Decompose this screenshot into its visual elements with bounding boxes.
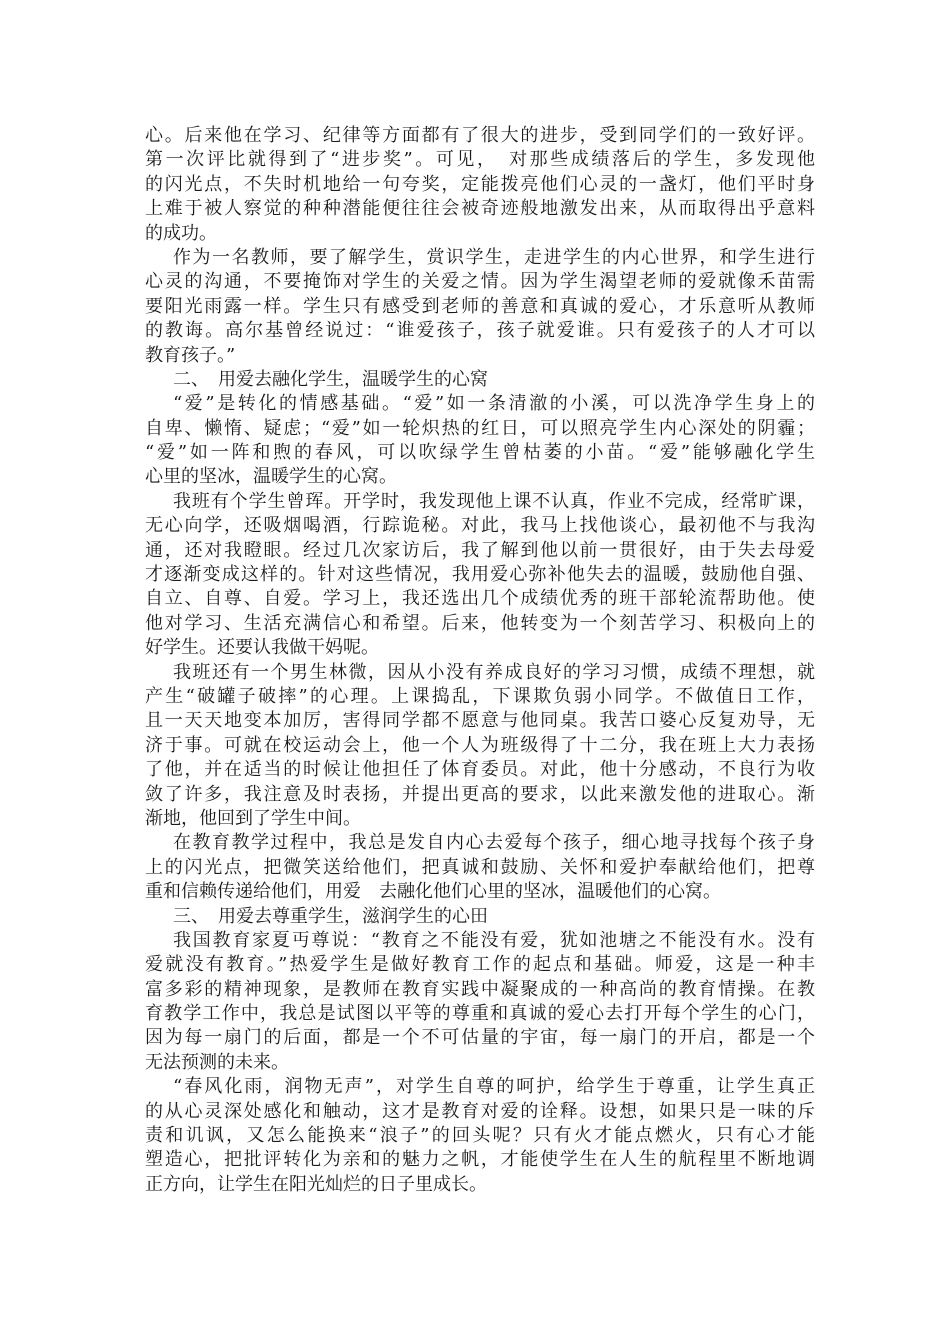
text-line: 教育孩子。” (145, 344, 236, 366)
text-line: 的成功。 (145, 222, 217, 244)
text-line: 渐地，他回到了学生中间。 (145, 807, 361, 829)
text-line: 要阳光雨露一样。学生只有感受到老师的善意和真诚的爱心，才乐意听从教师 (145, 295, 815, 317)
text-line: 正方向，让学生在阳光灿烂的日子里成长。 (145, 1173, 487, 1195)
text-line: 无法预测的未来。 (145, 1051, 289, 1073)
text-line: 三、 用爱去尊重学生，滋润学生的心田 (173, 905, 488, 927)
text-line: 上难于被人察觉的种种潜能便往往会被奇迹般地激发出来，从而取得出乎意料 (145, 198, 815, 220)
text-line: 我班有个学生曾珲。开学时，我发现他上课不认真，作业不完成，经常旷课， (173, 490, 815, 512)
text-line: 自立、自尊、自爱。学习上，我还选出几个成绩优秀的班干部轮流帮助他。使 (145, 588, 815, 610)
text-line: 济于事。可就在校运动会上，他一个人为班级得了十二分，我在班上大力表扬 (145, 734, 815, 756)
text-line: 无心向学，还吸烟喝酒，行踪诡秘。对此，我马上找他谈心，最初他不与我沟 (145, 515, 815, 537)
text-line: 责和讥讽，又怎么能换来“浪子”的回头呢？只有火才能点燃火，只有心才能 (145, 1125, 815, 1147)
text-line: 产生“破罐子破摔”的心理。上课捣乱，下课欺负弱小同学。不做值日工作， (145, 685, 815, 707)
text-line: 我班还有一个男生林微，因从小没有养成良好的学习习惯，成绩不理想，就 (173, 661, 815, 683)
text-line: 作为一名教师，要了解学生，赏识学生，走进学生的内心世界，和学生进行 (173, 246, 815, 268)
text-line: 富多彩的精神现象，是教师在教育实践中凝聚成的一种高尚的教育情操。在教 (145, 978, 815, 1000)
text-line: 二、 用爱去融化学生，温暖学生的心窝 (173, 368, 488, 390)
text-line: 在教育教学过程中，我总是发自内心去爱每个孩子，细心地寻找每个孩子身 (173, 832, 815, 854)
text-line: 且一天天地变本加厉，害得同学都不愿意与他同桌。我苦口婆心反复劝导，无 (145, 710, 815, 732)
text-line: 才逐渐变成这样的。针对这些情况，我用爱心弥补他失去的温暖，鼓励他自强、 (145, 564, 815, 586)
document-body (145, 124, 815, 1197)
text-line: 的教诲。高尔基曾经说过：“谁爱孩子，孩子就爱谁。只有爱孩子的人才可以 (145, 320, 815, 342)
text-line: 心。后来他在学习、纪律等方面都有了很大的进步，受到同学们的一致好评。 (145, 125, 815, 146)
text-line: 通，还对我瞪眼。经过几次家访后，我了解到他以前一贯很好，由于失去母爱 (145, 539, 815, 561)
text-line: 的从心灵深处感化和触动，这才是教育对爱的诠释。设想，如果只是一味的斥 (145, 1100, 815, 1122)
text-line: 了他，并在适当的时候让他担任了体育委员。对此，他十分感动，不良行为收 (145, 759, 815, 781)
text-line: 第一次评比就得到了“进步奖”。可见， 对那些成绩落后的学生，多发现他 (145, 149, 815, 171)
text-line: 重和信赖传递给他们，用爱 去融化他们心里的坚冰，温暖他们的心窝。 (145, 881, 721, 903)
text-line: 因为每一扇门的后面，都是一个不可估量的宇宙，每一扇门的开启，都是一个 (145, 1027, 815, 1049)
text-line: 育教学工作中，我总是试图以平等的尊重和真诚的爱心去打开每个学生的心门， (145, 1003, 815, 1025)
text-line: 塑造心，把批评转化为亲和的魅力之帆，才能使学生在人生的航程里不断地调 (145, 1149, 815, 1171)
text-line: 心灵的沟通，不要掩饰对学生的关爱之情。因为学生渴望老师的爱就像禾苗需 (145, 271, 815, 293)
text-line: “爱”如一阵和煦的春风，可以吹绿学生曾枯萎的小苗。“爱”能够融化学生 (145, 442, 815, 464)
text-line: “春风化雨，润物无声”，对学生自尊的呵护，给学生于尊重，让学生真正 (173, 1076, 815, 1098)
text-line: 好学生。还要认我做干妈呢。 (145, 637, 379, 659)
text-line: 的闪光点，不失时机地给一句夸奖，定能拨亮他们心灵的一盏灯，他们平时身 (145, 173, 815, 195)
text-line: 我国教育家夏丏尊说：“教育之不能没有爱，犹如池塘之不能没有水。没有 (173, 929, 815, 951)
text-line: 敛了许多，我注意及时表扬，并提出更高的要求，以此来激发他的进取心。渐 (145, 783, 815, 805)
text-line: 心里的坚冰，温暖学生的心窝。 (145, 466, 397, 488)
text-line: 上的闪光点，把微笑送给他们，把真诚和鼓励、关怀和爱护奉献给他们，把尊 (145, 856, 815, 878)
text-line: 他对学习、生活充满信心和希望。后来，他转变为一个刻苦学习、积极向上的 (145, 612, 815, 634)
text-line: “爱”是转化的情感基础。“爱”如一条清澈的小溪，可以洗净学生身上的 (173, 393, 815, 415)
text-line: 自卑、懒惰、疑虑；“爱”如一轮炽热的红日，可以照亮学生内心深处的阴霾； (145, 417, 815, 439)
text-line: 爱就没有教育。”热爱学生是做好教育工作的起点和基础。师爱，这是一种丰 (145, 954, 815, 976)
